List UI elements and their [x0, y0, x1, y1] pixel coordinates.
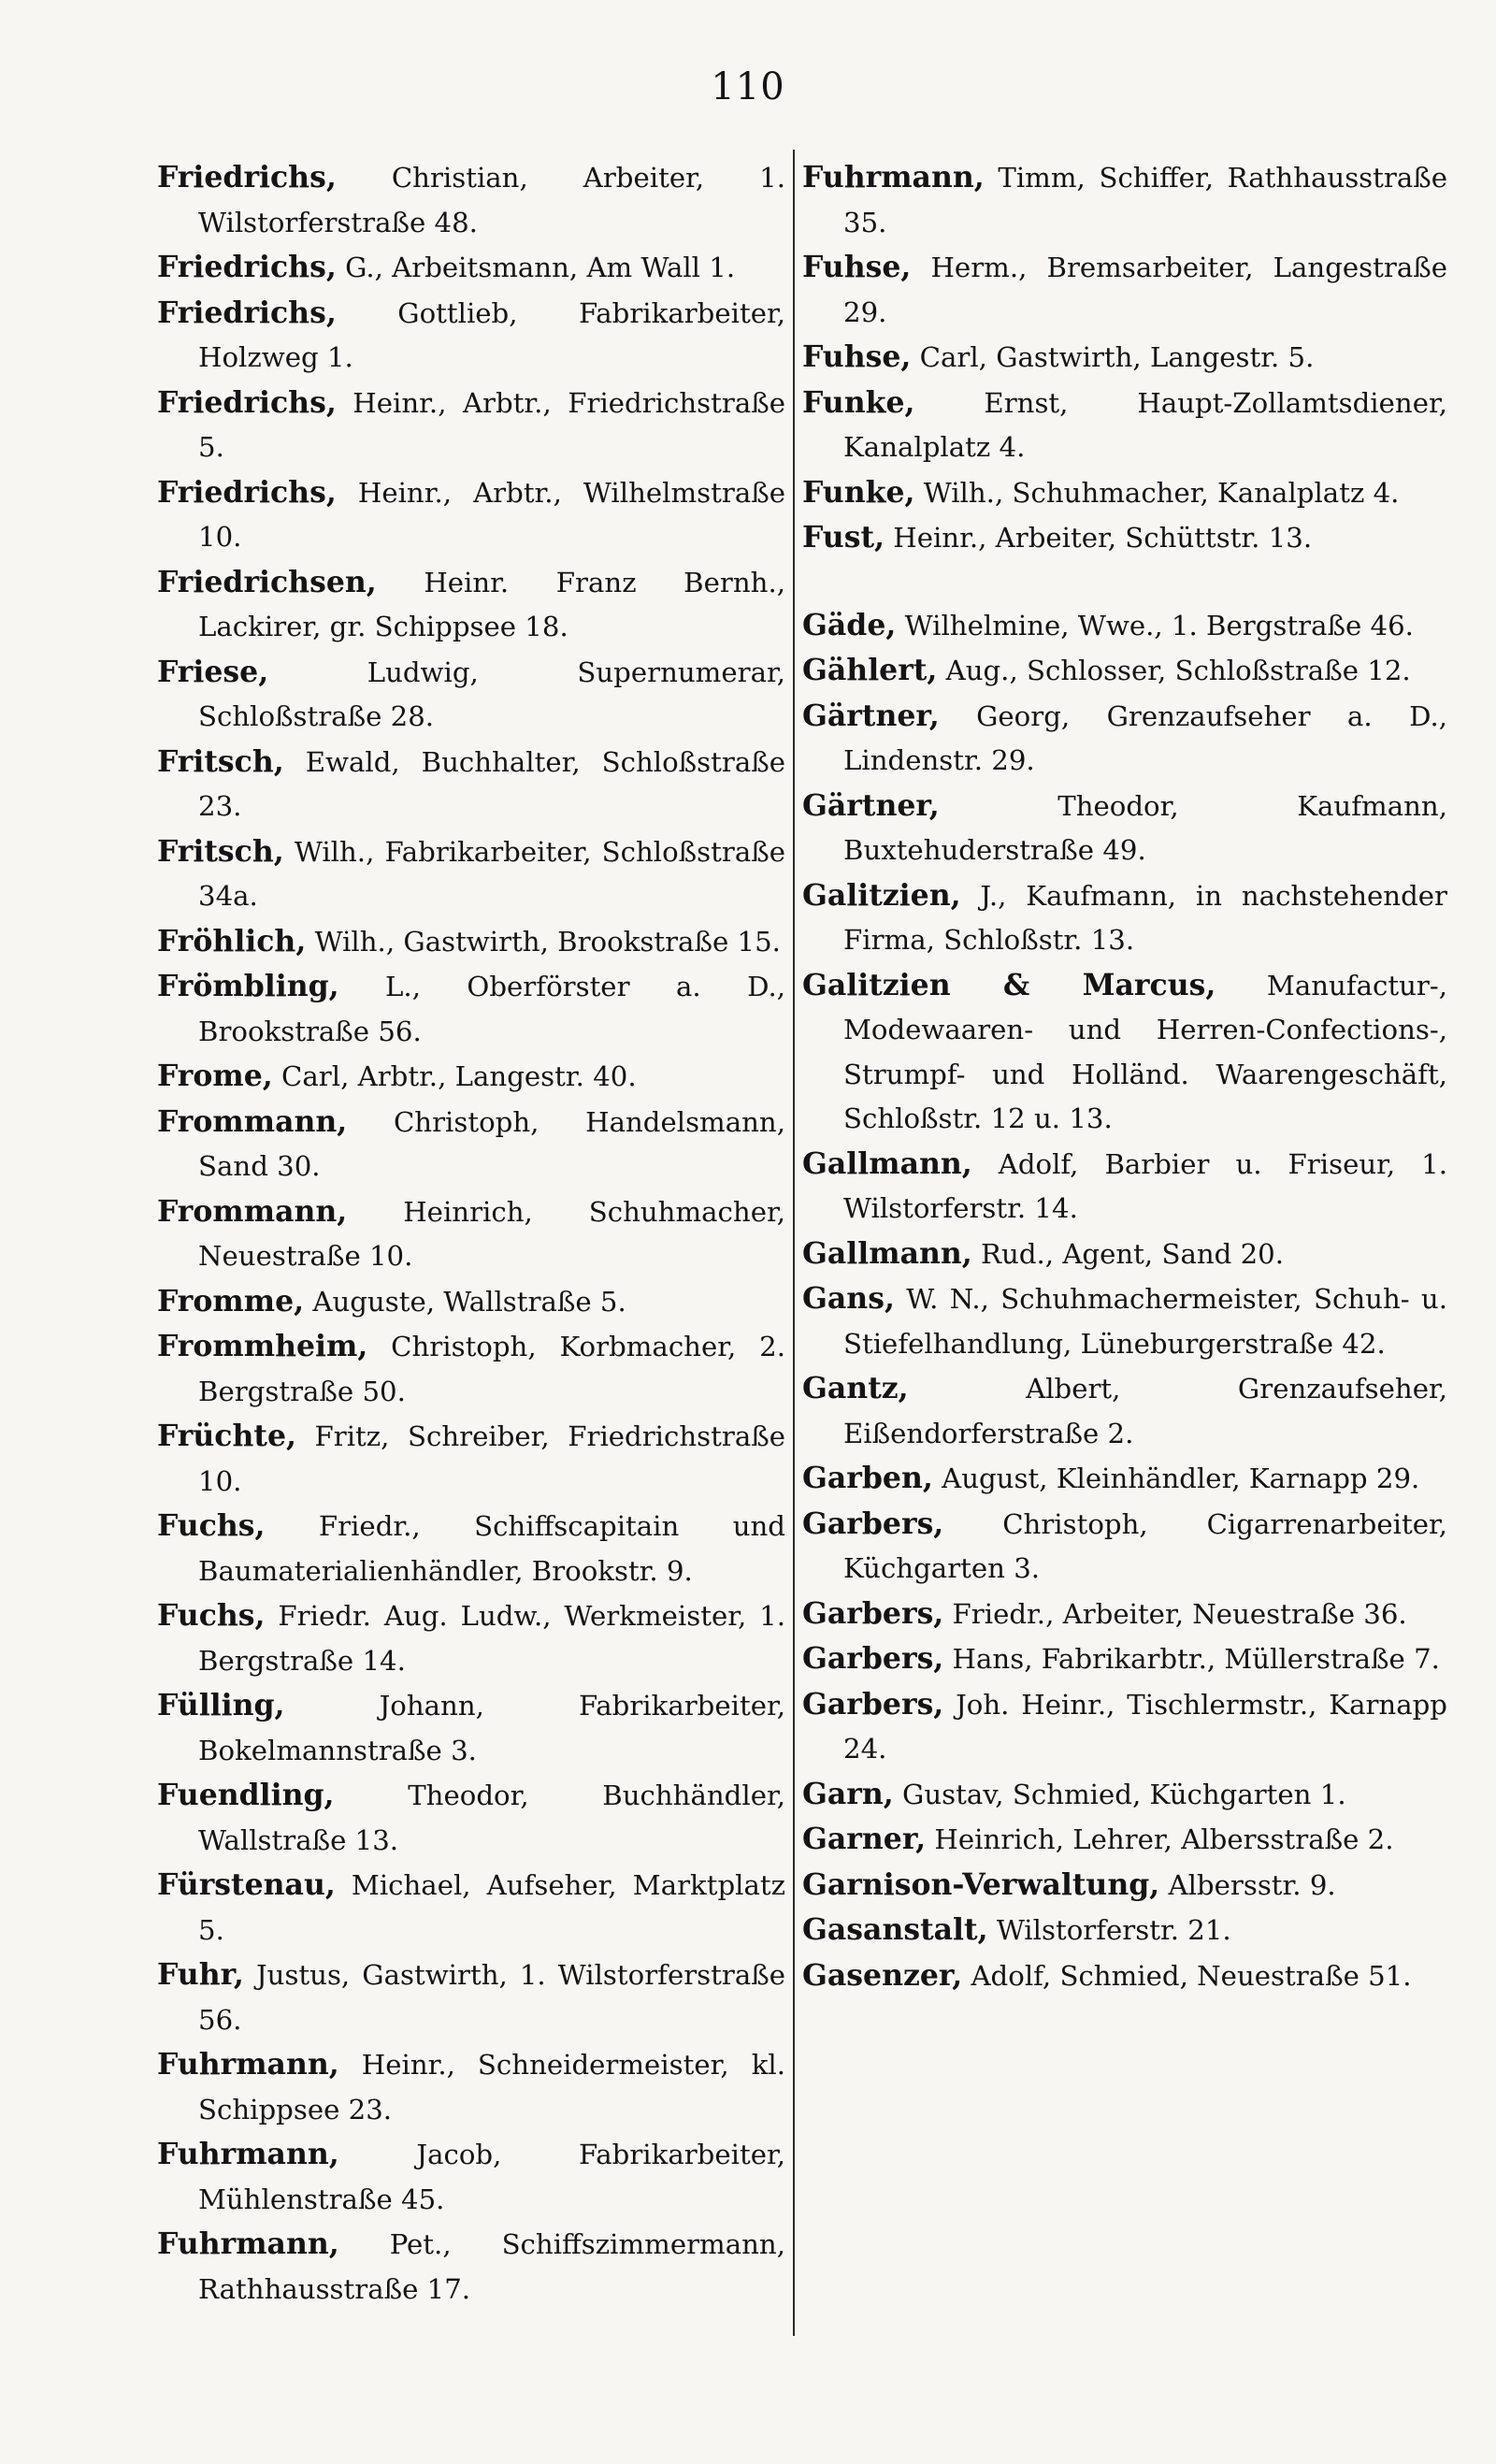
directory-entry — [157, 1593, 785, 1683]
directory-entry — [157, 1952, 785, 2042]
entry-name: Fuhse, — [802, 250, 912, 284]
entry-details: Aug., Schlosser, Schloßstraße 12. — [937, 655, 1411, 686]
entry-name: Garbers, — [802, 1686, 944, 1722]
entry-name: Fürstenau, — [157, 1867, 336, 1902]
entry-details: Ewald, Buchhalter, Schloßstraße 23. — [198, 745, 785, 822]
entry-name: Fuchs, — [157, 1598, 266, 1633]
entry-name: Fülling, — [157, 1688, 285, 1722]
directory-entry — [802, 1142, 1447, 1232]
entry-name: Gärtner, — [802, 698, 940, 733]
entry-details: Justus, Gastwirth, 1. Wilstorferstraße 56. — [198, 1959, 785, 2036]
entry-name: Frommann, — [157, 1103, 348, 1139]
entry-name: Friedrichsen, — [157, 564, 377, 599]
directory-entry — [802, 1502, 1447, 1592]
directory-entry — [802, 1276, 1447, 1366]
directory-entry — [802, 648, 1447, 694]
directory-entry — [802, 1772, 1447, 1818]
directory-entry — [802, 603, 1447, 649]
entry-name: Gählert, — [802, 653, 938, 687]
entry-name: Frome, — [157, 1059, 273, 1093]
directory-entry — [157, 1324, 785, 1414]
directory-entry — [157, 740, 785, 829]
entry-details: Christoph, Handelsmann, Sand 30. — [198, 1105, 785, 1182]
entry-name: Fuhrmann, — [157, 2047, 339, 2082]
directory-entry — [157, 1054, 785, 1100]
directory-entry — [802, 470, 1447, 516]
entry-name: Fuhrmann, — [157, 2137, 339, 2171]
entry-details: Heinr., Schneidermeister, kl. Schippsee 23. — [198, 2049, 785, 2125]
directory-entry — [157, 919, 785, 965]
entry-details: Wilh., Gastwirth, Brookstraße 15. — [306, 925, 781, 958]
directory-entry — [157, 470, 785, 560]
entry-details: L., Oberförster a. D., Brookstraße 56. — [198, 971, 785, 1047]
entry-details: Albersstr. 9. — [1159, 1868, 1336, 1901]
directory-entry — [157, 560, 785, 650]
directory-entry — [157, 1504, 785, 1593]
entry-details: Carl, Gastwirth, Langestr. 5. — [911, 341, 1315, 373]
entry-details: Adolf, Schmied, Neuestraße 51. — [962, 1959, 1412, 1992]
entry-name: Friedrichs, — [157, 474, 337, 510]
entry-name: Frommheim, — [157, 1329, 368, 1363]
directory-entry — [802, 1456, 1447, 1502]
directory-entry — [157, 1773, 785, 1863]
entry-details: Heinr., Arbtr., Friedrichstraße 5. — [198, 386, 785, 463]
entry-details: Hans, Fabrikarbtr., Müllerstraße 7. — [943, 1643, 1440, 1675]
directory-entry — [802, 155, 1447, 245]
directory-entry — [802, 1592, 1447, 1637]
entry-details: Heinr., Arbtr., Wilhelmstraße 10. — [198, 476, 785, 553]
entry-name: Frömbling, — [157, 969, 339, 1003]
directory-entry — [157, 381, 785, 470]
entry-name: Gallmann, — [802, 1146, 972, 1181]
entry-details: Heinr., Arbeiter, Schüttstr. 13. — [884, 522, 1313, 554]
directory-entry — [157, 1100, 785, 1189]
entry-name: Friedrichs, — [157, 160, 337, 195]
entry-details: Johann, Fabrikarbeiter, Bokelmannstraße 3. — [198, 1690, 785, 1766]
entry-name: Gasanstalt, — [802, 1912, 988, 1947]
entry-details: Gustav, Schmied, Küchgarten 1. — [893, 1778, 1346, 1810]
entry-name: Garben, — [802, 1461, 933, 1495]
directory-entry — [802, 784, 1447, 873]
entry-name: Friedrichs, — [157, 250, 337, 284]
directory-entry — [802, 245, 1447, 335]
directory-entry — [802, 1682, 1447, 1772]
entry-details: Auguste, Wallstraße 5. — [304, 1285, 626, 1318]
entry-details: Herm., Bremsarbeiter, Langestraße 29. — [843, 252, 1447, 328]
directory-entry — [802, 1232, 1447, 1277]
entry-details: Friedr. Aug. Ludw., Werkmeister, 1. Bergstraße 14. — [198, 1600, 785, 1677]
directory-entry — [157, 829, 785, 919]
entry-details: Wilh., Schuhmacher, Kanalplatz 4. — [914, 476, 1400, 509]
entry-name: Gallmann, — [802, 1235, 972, 1271]
entry-name: Fuchs, — [157, 1508, 266, 1543]
directory-entry — [802, 1908, 1447, 1953]
directory-entry — [802, 1863, 1447, 1909]
entry-details: Georg, Grenzaufseher a. D., Lindenstr. 29. — [843, 699, 1447, 776]
entry-details: Gottlieb, Fabrikarbeiter, Holzweg 1. — [198, 296, 785, 373]
entry-details: Michael, Aufseher, Marktplatz 5. — [198, 1869, 785, 1946]
directory-entry — [802, 381, 1447, 470]
directory-entry — [157, 245, 785, 291]
directory-entry — [157, 1863, 785, 1952]
entry-name: Frommann, — [157, 1193, 348, 1229]
right-column — [802, 155, 1447, 1998]
entry-details: W. N., Schuhmachermeister, Schuh- u. Stiefelhandlung, Lüneburgerstraße 42. — [843, 1283, 1447, 1360]
entry-details: Ludwig, Supernumerar, Schloßstraße 28. — [198, 656, 785, 732]
entry-details: Timm, Schiffer, Rathhausstraße 35. — [843, 162, 1447, 238]
directory-entry — [157, 1414, 785, 1504]
entry-details: Friedr., Schiffscapitain und Baumaterialienhändler, Brookstr. 9. — [198, 1510, 785, 1587]
directory-entry — [157, 1279, 785, 1325]
entry-details: Joh. Heinr., Tischlermstr., Karnapp 24. — [843, 1688, 1447, 1765]
directory-entry — [802, 515, 1447, 561]
entry-name: Friedrichs, — [157, 295, 337, 330]
entry-name: Friese, — [157, 654, 269, 689]
directory-entry — [802, 1953, 1447, 1999]
entry-details: Manufactur-, Modewaaren- und Herren-Confections-, Strumpf- und Holländ. Waarengeschäft, Schloßstr. 12 u. 13. — [843, 969, 1447, 1134]
directory-entry — [802, 1636, 1447, 1682]
entry-name: Fuhrmann, — [157, 2226, 339, 2261]
directory-entry — [802, 1817, 1447, 1863]
entry-name: Garner, — [802, 1822, 927, 1856]
entry-details: Wilstorferstr. 21. — [987, 1914, 1231, 1946]
left-column — [157, 155, 785, 2312]
entry-name: Funke, — [802, 384, 915, 420]
directory-entry — [157, 2132, 785, 2222]
entry-details: Heinr. Franz Bernh., Lackirer, gr. Schippsee 18. — [198, 566, 785, 642]
entry-details: Theodor, Kaufmann, Buxtehuderstraße 49. — [843, 789, 1447, 866]
entry-details: Wilh., Fabrikarbeiter, Schloßstraße 34a. — [198, 835, 785, 912]
entry-details: Heinrich, Lehrer, Albersstraße 2. — [926, 1823, 1394, 1855]
entry-details: Friedr., Arbeiter, Neuestraße 36. — [943, 1597, 1407, 1630]
entry-name: Fromme, — [157, 1283, 305, 1318]
directory-entry — [157, 291, 785, 381]
entry-details: Christoph, Cigarrenarbeiter, Küchgarten 3. — [843, 1507, 1447, 1584]
directory-entry — [157, 1683, 785, 1773]
entry-name: Fröhlich, — [157, 923, 307, 958]
entry-name: Garbers, — [802, 1641, 944, 1676]
directory-entry — [157, 1189, 785, 1279]
entry-details: August, Kleinhändler, Karnapp 29. — [932, 1463, 1420, 1494]
entry-name: Fuhse, — [802, 339, 912, 374]
entry-name: Garbers, — [802, 1595, 944, 1631]
entry-name: Fuhr, — [157, 1957, 244, 1992]
entry-name: Früchte, — [157, 1419, 296, 1453]
entry-name: Friedrichs, — [157, 384, 337, 420]
entry-details: Pet., Schiffszimmermann, Rathhausstraße 17. — [198, 2228, 785, 2305]
section-gap — [802, 561, 1447, 603]
directory-entry — [802, 963, 1447, 1142]
entry-name: Galitzien & Marcus, — [802, 967, 1216, 1002]
entry-name: Garn, — [802, 1776, 894, 1811]
directory-entry — [802, 1366, 1447, 1456]
column-divider — [793, 150, 795, 2336]
entry-details: Jacob, Fabrikarbeiter, Mühlenstraße 45. — [198, 2139, 785, 2215]
entry-details: Carl, Arbtr., Langestr. 40. — [272, 1060, 637, 1092]
page-number: 110 — [711, 65, 785, 108]
entry-details: J., Kaufmann, in nachstehender Firma, Schloßstr. 13. — [843, 879, 1447, 956]
entry-details: Christoph, Korbmacher, 2. Bergstraße 50. — [198, 1331, 785, 1407]
directory-entry — [802, 694, 1447, 784]
entry-details: Theodor, Buchhändler, Wallstraße 13. — [198, 1780, 785, 1856]
entry-name: Fust, — [802, 520, 885, 555]
directory-entry — [157, 964, 785, 1054]
entry-details: Rud., Agent, Sand 20. — [971, 1237, 1285, 1270]
entry-name: Garbers, — [802, 1506, 944, 1541]
entry-name: Gäde, — [802, 607, 897, 642]
entry-details: Adolf, Barbier u. Friseur, 1. Wilstorferstr. 14. — [843, 1147, 1447, 1224]
entry-name: Gasenzer, — [802, 1957, 963, 1993]
entry-details: G., Arbeitsmann, Am Wall 1. — [336, 252, 736, 283]
entry-name: Galitzien, — [802, 877, 961, 913]
entry-details: Albert, Grenzaufseher, Eißendorferstraße 2. — [843, 1373, 1447, 1449]
entry-details: Heinrich, Schuhmacher, Neuestraße 10. — [198, 1195, 785, 1272]
directory-entry — [157, 650, 785, 740]
entry-name: Fritsch, — [157, 833, 284, 869]
entry-details: Ernst, Haupt-Zollamtsdiener, Kanalplatz 4. — [843, 386, 1447, 463]
directory-entry — [157, 2042, 785, 2132]
entry-name: Gantz, — [802, 1371, 909, 1405]
entry-name: Gans, — [802, 1281, 895, 1316]
directory-entry — [157, 2222, 785, 2312]
entry-details: Fritz, Schreiber, Friedrichstraße 10. — [198, 1420, 785, 1497]
entry-name: Fuendling, — [157, 1778, 335, 1812]
entry-details: Christian, Arbeiter, 1. Wilstorferstraße 48. — [198, 162, 785, 238]
entry-name: Fuhrmann, — [802, 160, 985, 195]
entry-name: Fritsch, — [157, 743, 284, 779]
directory-entry — [802, 335, 1447, 381]
directory-entry — [802, 873, 1447, 963]
entry-details: Wilhelmine, Wwe., 1. Bergstraße 46. — [896, 609, 1414, 641]
directory-entry — [157, 155, 785, 245]
entry-name: Funke, — [802, 474, 915, 510]
entry-name: Garnison-Verwaltung, — [802, 1866, 1160, 1902]
entry-name: Gärtner, — [802, 787, 940, 823]
